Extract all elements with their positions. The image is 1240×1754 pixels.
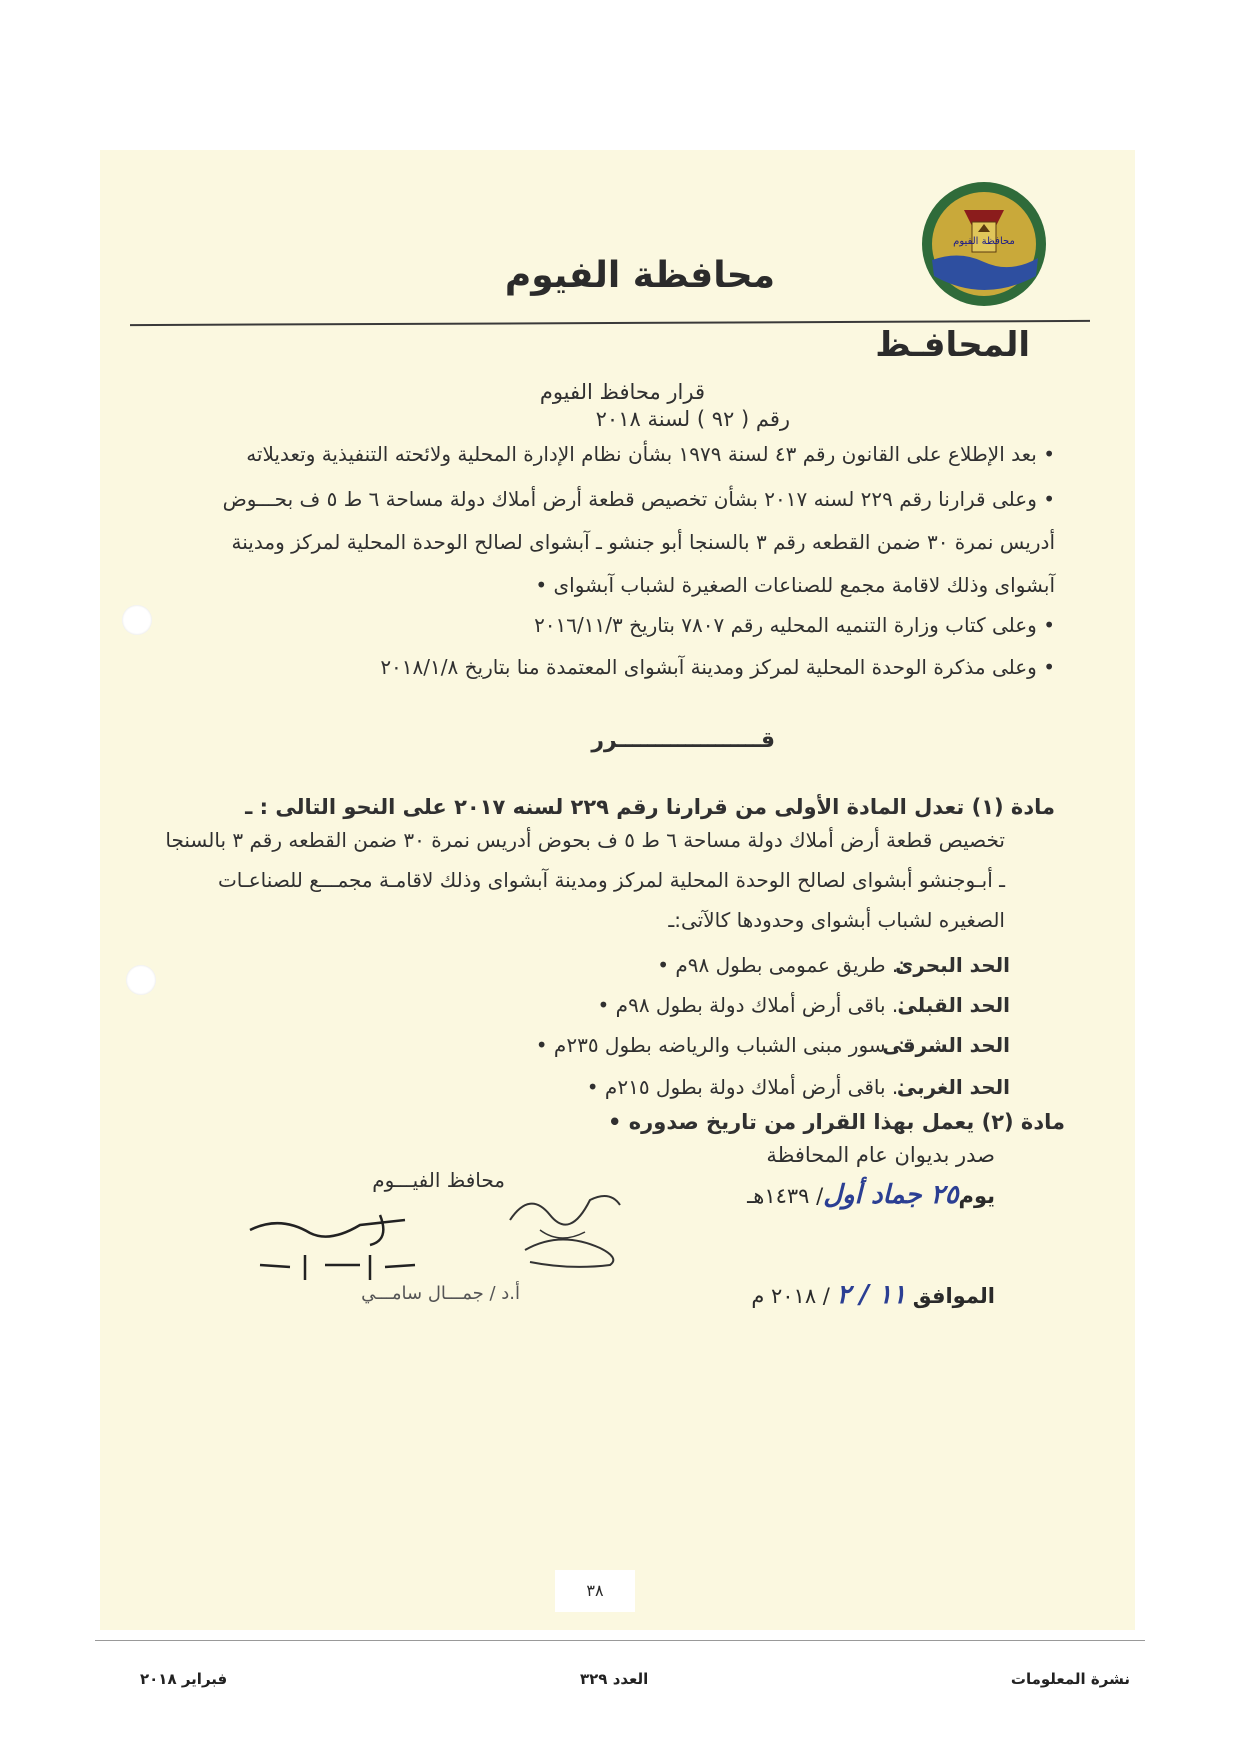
bound-north-desc: :. طريق عمومى بطول ٩٨م • xyxy=(657,953,905,977)
preamble-line-6: • وعلى مذكرة الوحدة المحلية لمركز ومدينة آبشواى المعتمدة منا بتاريخ ٢٠١٨/١/٨ xyxy=(380,655,1055,679)
footer-issue: العدد ٣٢٩ xyxy=(580,1670,649,1688)
article-2: مادة (٢) يعمل بهذا القرار من تاريخ صدوره • xyxy=(608,1110,1065,1134)
date-greg-prefix: الموافق xyxy=(912,1284,995,1308)
preamble-line-2: • وعلى قرارنا رقم ٢٢٩ لسنه ٢٠١٧ بشأن تخصيص قطعة أرض أملاك دولة مساحة ٦ ط ٥ ف بحـــوض xyxy=(222,487,1055,511)
preamble-line-1: • بعد الإطلاع على القانون رقم ٤٣ لسنة ١٩٧٩ بشأن نظام الإدارة المحلية ولائحته التنفيذية وتعديلاته xyxy=(246,442,1055,466)
office-title: المحافـظ xyxy=(875,325,1030,365)
decree-title: قرار محافظ الفيوم xyxy=(539,380,705,404)
article-1-line-2: ـ أبـوجنشو أبشواى لصالح الوحدة المحلية لمركز ومدينة آبشواى وذلك لاقامـة مجمـــع للصناعـات xyxy=(217,868,1005,892)
bound-west-side: الحد الغربى xyxy=(896,1075,1010,1099)
footer-publication: نشرة المعلومات xyxy=(1010,1670,1130,1688)
bound-east-side: الحد الشرقى xyxy=(882,1033,1010,1057)
governorate-seal-icon xyxy=(920,180,1048,308)
date-hijri-prefix: يوم xyxy=(958,1184,995,1208)
preamble-line-5: • وعلى كتاب وزارة التنميه المحليه رقم ٧٨٠٧ بتاريخ ٢٠١٦/١١/٣ xyxy=(534,613,1055,637)
punch-hole xyxy=(126,965,156,995)
decree-number-line xyxy=(430,407,790,439)
footer-date: فبراير ٢٠١٨ xyxy=(140,1670,228,1688)
decree-number-label: رقم ( ٩٢ ) لسنة ٢٠١٨ xyxy=(595,407,790,431)
date-greg-handwritten: ١١ / ٢ xyxy=(836,1280,907,1310)
date-hijri-handwritten: ٢٥ جماد أول xyxy=(823,1180,959,1210)
date-hijri xyxy=(747,1180,995,1210)
secondary-signature xyxy=(490,1170,650,1280)
bound-north-side: الحد البحرى xyxy=(894,953,1010,977)
date-gregorian xyxy=(751,1280,995,1310)
document-sheet xyxy=(100,150,1135,1630)
signatory-title: محافظ الفيـــوم xyxy=(372,1168,505,1192)
governorate-title: محافظة الفيوم xyxy=(504,255,775,296)
date-greg-suffix: / ٢٠١٨ م xyxy=(751,1284,830,1308)
punch-hole xyxy=(122,605,152,635)
decided-heading: قـــــــــــــــــــرر xyxy=(591,728,775,753)
bound-south-side: الحد القبلى xyxy=(897,993,1010,1017)
article-1-line-1: تخصيص قطعة أرض أملاك دولة مساحة ٦ ط ٥ ف بحوض أدريس نمرة ٣٠ ضمن القطعه رقم ٣ بالسنجا xyxy=(165,828,1005,852)
bound-west-desc: :. باقى أرض أملاك دولة بطول ٢١٥م • xyxy=(586,1075,905,1099)
footer-divider xyxy=(95,1640,1145,1641)
signatory-printed-name: أ.د / جمـــال سامـــي xyxy=(361,1283,520,1304)
bound-south-desc: :. باقى أرض أملاك دولة بطول ٩٨م • xyxy=(597,993,905,1017)
issued-at: صدر بديوان عام المحافظة xyxy=(766,1143,995,1167)
preamble-line-4: آبشواى وذلك لاقامة مجمع للصناعات الصغيرة لشباب آبشواى • xyxy=(535,573,1055,597)
svg-text:محافظة الفيوم: محافظة الفيوم xyxy=(953,236,1015,247)
bound-east-desc: :. سور مبنى الشباب والرياضه بطول ٢٣٥م • xyxy=(535,1033,905,1057)
preamble-line-3: أدريس نمرة ٣٠ ضمن القطعه رقم ٣ بالسنجا أبو جنشو ـ آبشواى لصالح الوحدة المحلية لمركز ومدينة xyxy=(231,530,1055,554)
article-1-title: مادة (١) تعدل المادة الأولى من قرارنا رقم ٢٢٩ لسنه ٢٠١٧ على النحو التالى : ـ xyxy=(245,795,1055,819)
page-number: ٣٨ xyxy=(555,1570,635,1612)
date-hijri-suffix: / ١٤٣٩هـ xyxy=(747,1184,824,1208)
article-1-line-3: الصغيره لشباب أبشواى وحدودها كالآتى:ـ xyxy=(668,908,1005,932)
